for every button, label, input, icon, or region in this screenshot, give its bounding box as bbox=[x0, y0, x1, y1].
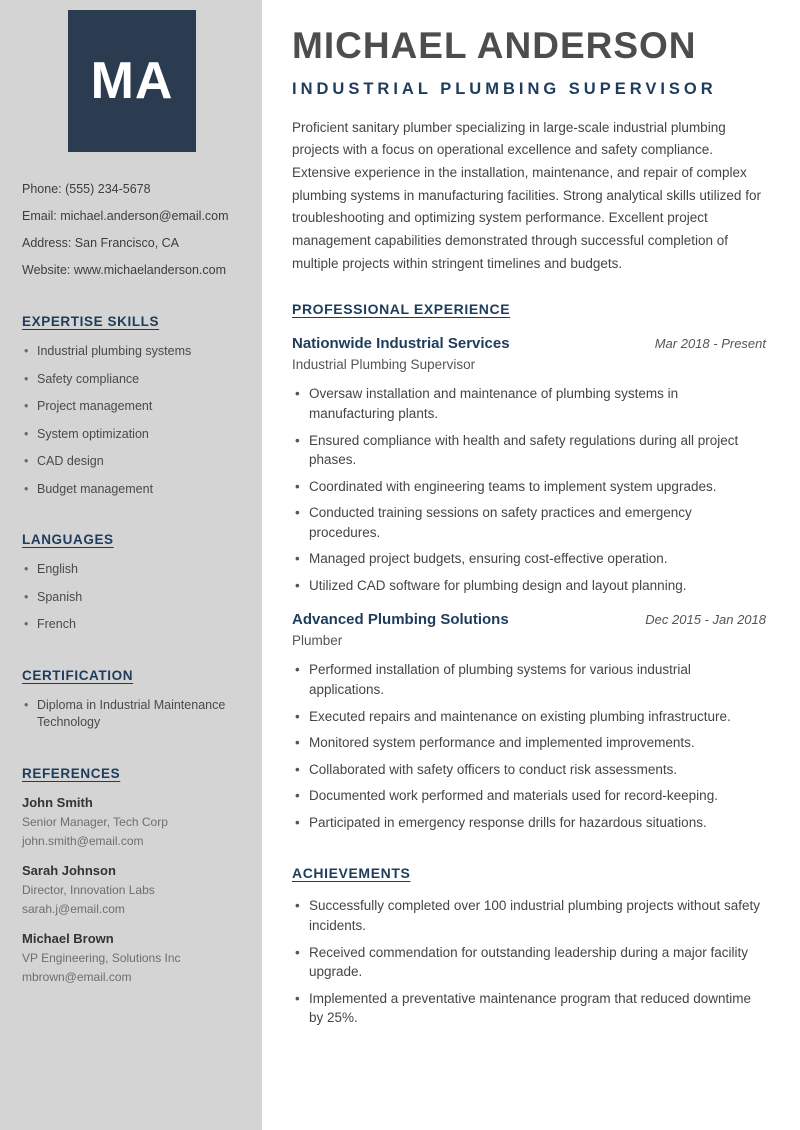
reference-entry bbox=[22, 931, 242, 985]
company-name: Advanced Plumbing Solutions bbox=[292, 611, 509, 629]
list-item: • Performed installation of plumbing systems for various industrial applications. bbox=[292, 660, 766, 699]
list-item: • Collaborated with safety officers to conduct risk assessments. bbox=[292, 760, 766, 780]
experience-entry bbox=[292, 335, 766, 595]
contact-address: Address: San Francisco, CA bbox=[22, 236, 180, 250]
skills-heading: EXPERTISE SKILLS bbox=[22, 314, 160, 329]
experience-entry bbox=[292, 611, 766, 832]
company-name: Nationwide Industrial Services bbox=[292, 335, 510, 353]
job-dates: Mar 2018 - Present bbox=[654, 336, 766, 352]
list-item: • Monitored system performance and implemented improvements. bbox=[292, 733, 766, 753]
reference-name: Sarah Johnson bbox=[22, 862, 116, 878]
list-item: • Executed repairs and maintenance on existing plumbing infrastructure. bbox=[292, 707, 766, 727]
languages-heading: LANGUAGES bbox=[22, 532, 114, 547]
experience-heading: PROFESSIONAL EXPERIENCE bbox=[292, 301, 511, 318]
list-item: • Managed project budgets, ensuring cost-effective operation. bbox=[292, 549, 766, 569]
reference-name: John Smith bbox=[22, 794, 93, 810]
list-item: • Project management bbox=[22, 398, 242, 416]
list-item: • Ensured compliance with health and safety regulations during all project phases. bbox=[292, 431, 766, 470]
skills-list bbox=[22, 343, 242, 498]
list-item: • Coordinated with engineering teams to implement system upgrades. bbox=[292, 477, 766, 497]
main-content bbox=[262, 0, 800, 1130]
avatar bbox=[68, 10, 196, 152]
job-bullets bbox=[292, 384, 766, 595]
reference-entry bbox=[22, 863, 242, 917]
reference-entry bbox=[22, 795, 242, 849]
job-header bbox=[292, 335, 766, 352]
sidebar bbox=[0, 0, 262, 1130]
job-dates: Dec 2015 - Jan 2018 bbox=[645, 612, 766, 628]
page-title: MICHAEL ANDERSON bbox=[292, 25, 697, 66]
list-item: • Implemented a preventative maintenance program that reduced downtime by 25%. bbox=[292, 989, 766, 1028]
list-item: • Diploma in Industrial Maintenance Technology bbox=[22, 697, 242, 732]
contact-phone: Phone: (555) 234-5678 bbox=[22, 182, 151, 196]
reference-email: sarah.j@email.com bbox=[22, 902, 125, 917]
list-item: • Participated in emergency response drills for hazardous situations. bbox=[292, 813, 766, 833]
achievements-list bbox=[292, 896, 766, 1027]
reference-name: Michael Brown bbox=[22, 931, 114, 947]
certification-list bbox=[22, 697, 242, 732]
list-item: • System optimization bbox=[22, 426, 242, 444]
contact-email: Email: michael.anderson@email.com bbox=[22, 209, 229, 223]
list-item: • English bbox=[22, 561, 242, 579]
resume-subtitle: INDUSTRIAL PLUMBING SUPERVISOR bbox=[292, 79, 717, 98]
certification-heading: CERTIFICATION bbox=[22, 667, 134, 683]
reference-email: john.smith@email.com bbox=[22, 833, 144, 848]
reference-title: Senior Manager, Tech Corp bbox=[22, 814, 168, 829]
job-header bbox=[292, 611, 766, 628]
achievements-heading: ACHIEVEMENTS bbox=[292, 865, 411, 882]
list-item: • Received commendation for outstanding leadership during a major facility upgrade. bbox=[292, 943, 766, 982]
list-item: • Oversaw installation and maintenance of plumbing systems in manufacturing plants. bbox=[292, 384, 766, 423]
summary-paragraph: Proficient sanitary plumber specializing in large-scale industrial plumbing projects with a focus on operational excellence and safety compliance. Extensive experience in the installation, maintenance, and repair of complex plumbing systems in manufacturing facilities. Strong analytical skills utilized for troubleshooting and optimizing system performance. Excellent project management capabilities demonstrated through successful completion of multiple projects within stringent timelines and budgets. bbox=[292, 119, 761, 271]
list-item: • CAD design bbox=[22, 453, 242, 471]
list-item: • Utilized CAD software for plumbing design and layout planning. bbox=[292, 576, 766, 596]
job-role: Industrial Plumbing Supervisor bbox=[292, 357, 476, 373]
contact-info bbox=[22, 182, 242, 277]
job-bullets bbox=[292, 660, 766, 832]
reference-title: Director, Innovation Labs bbox=[22, 882, 155, 897]
job-role: Plumber bbox=[292, 633, 343, 649]
list-item: • Documented work performed and materials used for record-keeping. bbox=[292, 786, 766, 806]
list-item: • Successfully completed over 100 industrial plumbing projects without safety incidents. bbox=[292, 896, 766, 935]
reference-email: mbrown@email.com bbox=[22, 970, 132, 985]
reference-title: VP Engineering, Solutions Inc bbox=[22, 951, 181, 966]
list-item: • Budget management bbox=[22, 481, 242, 499]
list-item: • Safety compliance bbox=[22, 371, 242, 389]
list-item: • Spanish bbox=[22, 589, 242, 607]
references-heading: REFERENCES bbox=[22, 765, 121, 781]
list-item: • Conducted training sessions on safety practices and emergency procedures. bbox=[292, 503, 766, 542]
contact-website: Website: www.michaelanderson.com bbox=[22, 263, 227, 277]
avatar-initials: MA bbox=[90, 52, 174, 110]
list-item: • Industrial plumbing systems bbox=[22, 343, 242, 361]
list-item: • French bbox=[22, 616, 242, 634]
languages-list bbox=[22, 561, 242, 634]
